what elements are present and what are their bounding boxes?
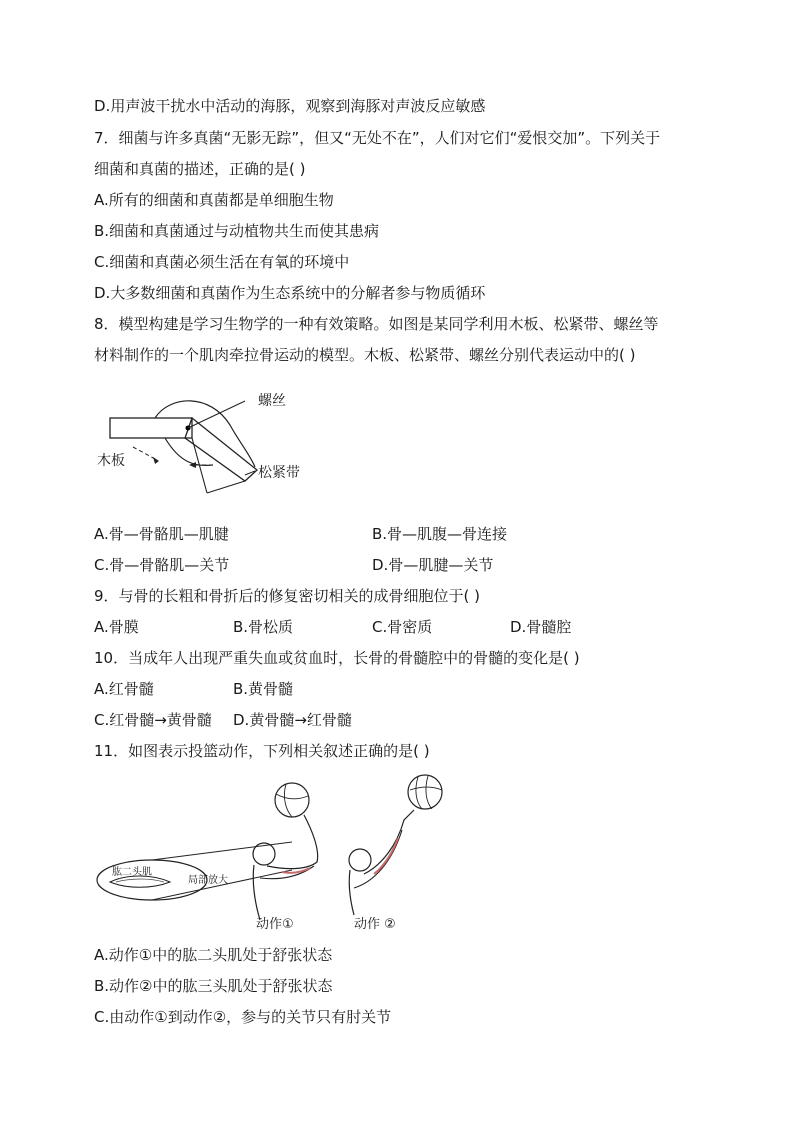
player-1-body xyxy=(253,865,260,920)
q8-stem-line1: 8．模型构建是学习生物学的一种有效策略。如图是某同学利用木板、松紧带、螺丝等 xyxy=(94,315,659,333)
q11-option-c: C.由动作①到动作②，参与的关节只有肘关节 xyxy=(94,1008,392,1026)
q9-option-c: C.骨密质 xyxy=(372,618,433,636)
q7-option-d: D.大多数细菌和真菌作为生态系统中的分解者参与物质循环 xyxy=(94,284,486,302)
q7-option-a: A.所有的细菌和真菌都是单细胞生物 xyxy=(94,191,334,209)
player-2-body xyxy=(349,870,354,915)
label-action-2: 动作 ② xyxy=(354,917,396,932)
elastic-band-lower xyxy=(165,438,213,465)
player-2-arm xyxy=(364,810,414,874)
label-screw: 螺丝 xyxy=(258,393,286,409)
muscle-model-figure xyxy=(95,385,315,500)
basketball-1 xyxy=(275,783,309,817)
q7-stem-line2: 细菌和真菌的描述，正确的是( ) xyxy=(94,160,306,178)
q11-option-a: A.动作①中的肱二头肌处于舒张状态 xyxy=(94,946,333,964)
q8-option-a: A.骨—骨骼肌—肌腱 xyxy=(94,525,229,543)
label-action-1: 动作① xyxy=(256,917,294,932)
player-1-head xyxy=(253,843,275,865)
q9-option-a: A.骨膜 xyxy=(94,618,139,636)
q6-option-d: D.用声波干扰水中活动的海豚，观察到海豚对声波反应敏感 xyxy=(94,97,486,115)
q9-option-d: D.骨髓腔 xyxy=(510,618,572,636)
basketball-2 xyxy=(408,775,442,809)
q10-option-d: D.黄骨髓→红骨髓 xyxy=(233,711,352,729)
label-biceps: 肱二头肌 xyxy=(112,867,152,878)
q11-option-b: B.动作②中的肱三头肌处于舒张状态 xyxy=(94,977,333,995)
label-elastic-band: 松紧带 xyxy=(258,465,300,481)
q10-option-b: B.黄骨髓 xyxy=(233,680,294,698)
q8-option-b: B.骨—肌腹—骨连接 xyxy=(372,525,508,543)
q7-option-c: C.细菌和真菌必须生活在有氧的环境中 xyxy=(94,253,350,271)
q11-stem: 11．如图表示投篮动作，下列相关叙述正确的是( ) xyxy=(94,742,430,760)
q9-option-b: B.骨松质 xyxy=(233,618,294,636)
player-1-arm xyxy=(267,815,318,869)
q8-option-c: C.骨—骨骼肌—关节 xyxy=(94,556,230,574)
q8-option-d: D.骨—肌腱—关节 xyxy=(372,556,494,574)
board2-shape xyxy=(185,418,257,481)
q10-stem: 10．当成年人出现严重失血或贫血时，长骨的骨髓腔中的骨髓的变化是( ) xyxy=(94,649,580,667)
q7-option-b: B.细菌和真菌通过与动植物共生而使其患病 xyxy=(94,222,380,240)
board-shape xyxy=(110,418,192,438)
q9-stem: 9．与骨的长粗和骨折后的修复密切相关的成骨细胞位于( ) xyxy=(94,587,481,605)
label-zoom: 局部放大 xyxy=(188,875,228,886)
shooting-action-figure xyxy=(92,770,452,935)
player-2-head xyxy=(349,849,371,871)
q10-option-c: C.红骨髓→黄骨髓 xyxy=(94,711,212,729)
q10-option-a: A.红骨髓 xyxy=(94,680,154,698)
label-board: 木板 xyxy=(97,453,125,469)
q7-stem-line1: 7．细菌与许多真菌“无影无踪”，但又“无处不在”，人们对它们“爱恨交加”。下列关于 xyxy=(94,129,661,147)
q8-stem-line2: 材料制作的一个肌肉牵拉骨运动的模型。木板、松紧带、螺丝分别代表运动中的( ) xyxy=(94,346,636,364)
